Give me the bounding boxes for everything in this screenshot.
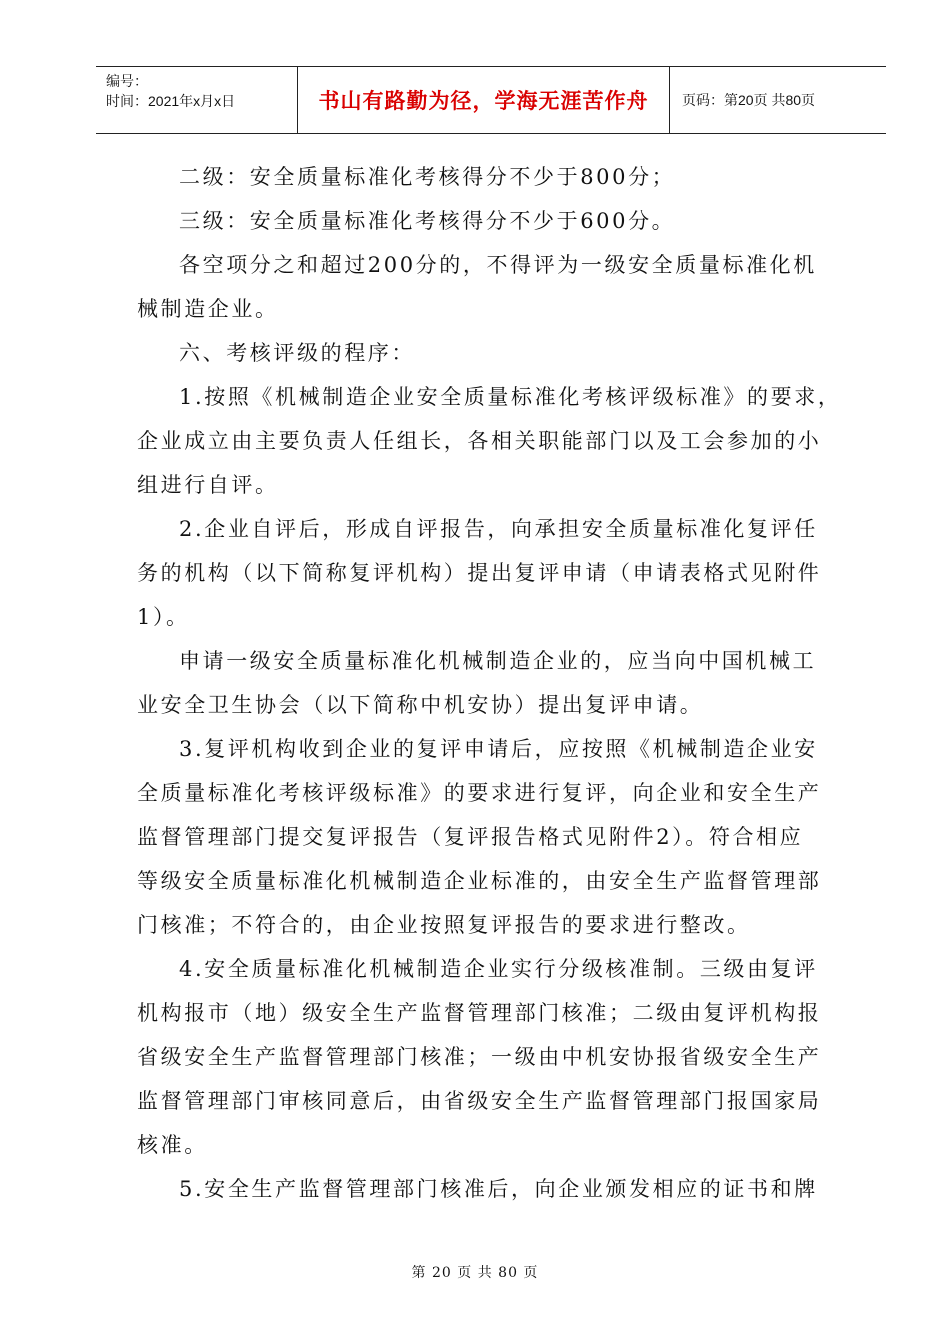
body-line: 监督管理部门审核同意后，由省级安全生产监督管理部门报国家局 bbox=[137, 1089, 822, 1113]
header-page-info: 页码：第20页 共80页 bbox=[682, 92, 816, 108]
body-line: 门核准；不符合的，由企业按照复评报告的要求进行整改。 bbox=[137, 913, 751, 937]
body-line: 2.企业自评后，形成自评报告，向承担安全质量标准化复评任 bbox=[179, 517, 818, 541]
body-line: 省级安全生产监督管理部门核准；一级由中机安协报省级安全生产 bbox=[137, 1045, 822, 1069]
body-line: 4.安全质量标准化机械制造企业实行分级核准制。三级由复评 bbox=[179, 957, 818, 981]
document-number-label: 编号： bbox=[106, 73, 148, 89]
body-line: 3.复评机构收到企业的复评申请后，应按照《机械制造企业安 bbox=[179, 737, 818, 761]
header-table bbox=[96, 66, 886, 134]
body-line: 务的机构（以下简称复评机构）提出复评申请（申请表格式见附件 bbox=[137, 561, 822, 585]
body-line: 企业成立由主要负责人任组长，各相关职能部门以及工会参加的小 bbox=[137, 429, 822, 453]
body-line: 5.安全生产监督管理部门核准后，向企业颁发相应的证书和牌 bbox=[179, 1177, 818, 1201]
section-heading: 六、考核评级的程序： bbox=[179, 341, 415, 365]
body-line: 二级：安全质量标准化考核得分不少于800分； bbox=[179, 165, 676, 189]
body-line: 1）。 bbox=[137, 605, 190, 629]
body-line: 等级安全质量标准化机械制造企业标准的，由安全生产监督管理部 bbox=[137, 869, 822, 893]
body-line: 全质量标准化考核评级标准》的要求进行复评，向企业和安全生产 bbox=[137, 781, 822, 805]
body-line: 各空项分之和超过200分的，不得评为一级安全质量标准化机 bbox=[179, 253, 817, 277]
document-body bbox=[137, 160, 849, 1216]
header-slogan: 书山有路勤为径，学海无涯苦作舟 bbox=[298, 67, 670, 133]
body-line: 核准。 bbox=[137, 1133, 208, 1157]
body-line: 监督管理部门提交复评报告（复评报告格式见附件2）。符合相应 bbox=[137, 825, 804, 849]
document-time-label: 时间：2021年x月x日 bbox=[106, 93, 236, 109]
page-footer: 第 20 页 共 80 页 bbox=[411, 1265, 539, 1281]
body-line: 机构报市（地）级安全生产监督管理部门核准；二级由复评机构报 bbox=[137, 1001, 822, 1025]
body-line: 申请一级安全质量标准化机械制造企业的，应当向中国机械工 bbox=[179, 649, 817, 673]
body-line: 组进行自评。 bbox=[137, 473, 279, 497]
body-line: 1.按照《机械制造企业安全质量标准化考核评级标准》的要求， bbox=[179, 385, 842, 409]
body-line: 三级：安全质量标准化考核得分不少于600分。 bbox=[179, 209, 676, 233]
header-meta-cell bbox=[96, 67, 298, 133]
body-line: 业安全卫生协会（以下简称中机安协）提出复评申请。 bbox=[137, 693, 704, 717]
body-line: 械制造企业。 bbox=[137, 297, 279, 321]
